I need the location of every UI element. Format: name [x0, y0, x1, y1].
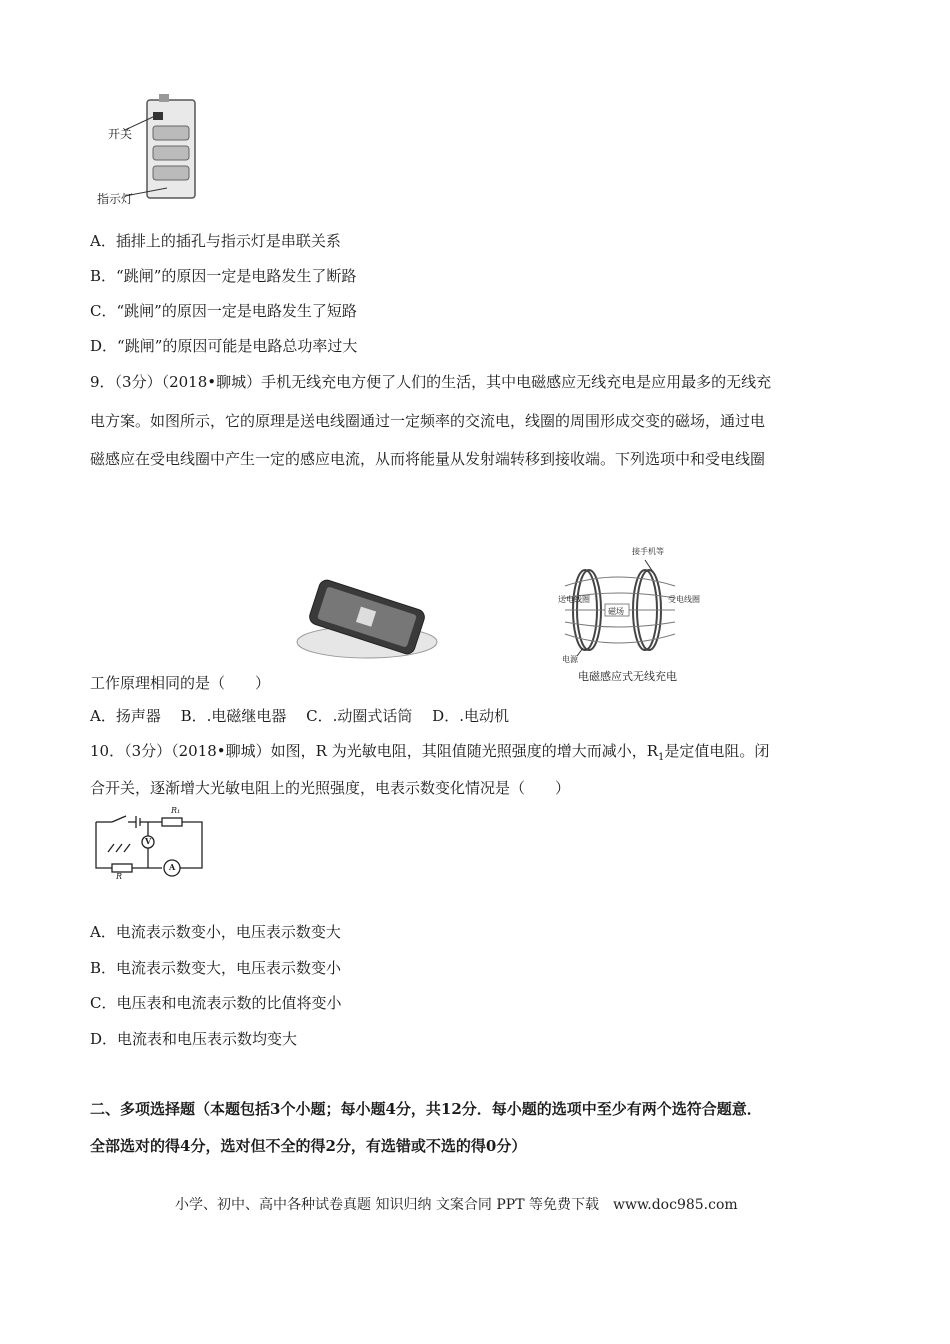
switch-label: 开关 — [108, 127, 133, 141]
circuit-r-label: R — [116, 872, 123, 881]
q8-option-d: D．“跳闸”的原因可能是电路总功率过大 — [90, 337, 358, 355]
q9-tail: 工作原理相同的是（ ） — [90, 674, 271, 692]
q10-option-d: D．电流表和电压表示数均变大 — [90, 1030, 298, 1048]
indicator-label: 指示灯 — [97, 192, 134, 206]
q10-option-a: A．电流表示数变小，电压表示数变大 — [90, 923, 341, 941]
q10-circuit-diagram — [90, 808, 210, 884]
circuit-a-label: A — [169, 862, 176, 872]
q10-option-c: C．电压表和电流表示数的比值将变小 — [90, 994, 342, 1012]
section2-heading-line-1: 二、多项选择题（本题包括3个小题；每小题4分，共12分．每小题的选项中至少有两个选符合题意． — [90, 1100, 762, 1118]
phone-charger-figure — [292, 572, 442, 664]
q10-line-2: 合开关，逐渐增大光敏电阻上的光照强度，电表示数变化情况是（ ） — [90, 779, 571, 797]
coil-power-label: 电源 — [562, 655, 578, 664]
q10-line-1: 10．（3分）（2018•聊城）如图，R 为光敏电阻，其阻值随光照强度的增大而减小，$R_1$是定值电阻。闭 — [90, 742, 770, 763]
circuit-v-label: V — [145, 836, 152, 846]
q9-line-2: 电方案。如图所示，它的原理是送电线圈通过一定频率的交流电，线圈的周围形成交变的磁场，通过电 — [90, 412, 766, 430]
q8-option-b: B．“跳闸”的原因一定是电路发生了断路 — [90, 267, 357, 285]
q10-option-b: B．电流表示数变大，电压表示数变小 — [90, 959, 342, 977]
coil-caption: 电磁感应式无线充电 — [578, 670, 677, 683]
q9-options: A．扬声器 B．.电磁继电器 C．.动圈式话筒 D．.电动机 — [90, 707, 509, 725]
q9-line-3: 磁感应在受电线圈中产生一定的感应电流，从而将能量从发射端转移到接收端。下列选项中和受电线圈 — [90, 450, 766, 468]
coil-recv-label: 受电线圈 — [668, 595, 700, 604]
q8-option-a: A．插排上的插孔与指示灯是串联关系 — [90, 232, 341, 250]
section2-heading-line-2: 全部选对的得4分，选对但不全的得2分，有选错或不选的得0分） — [90, 1137, 527, 1155]
page-footer: 小学、初中、高中各种试卷真题 知识归纳 文案合同 PPT 等免费下载 www.doc985.com — [175, 1197, 738, 1213]
coil-field-label: 磁场 — [608, 607, 624, 616]
coil-send-label: 送电线圈 — [558, 595, 590, 604]
q9-line-1: 9．（3分）（2018•聊城）手机无线充电方便了人们的生活，其中电磁感应无线充电是应用最多的无线充 — [90, 373, 772, 391]
coil-phone-label: 接手机等 — [632, 547, 664, 556]
circuit-r1-label: R₁ — [171, 806, 181, 815]
q8-option-c: C．“跳闸”的原因一定是电路发生了短路 — [90, 302, 357, 320]
